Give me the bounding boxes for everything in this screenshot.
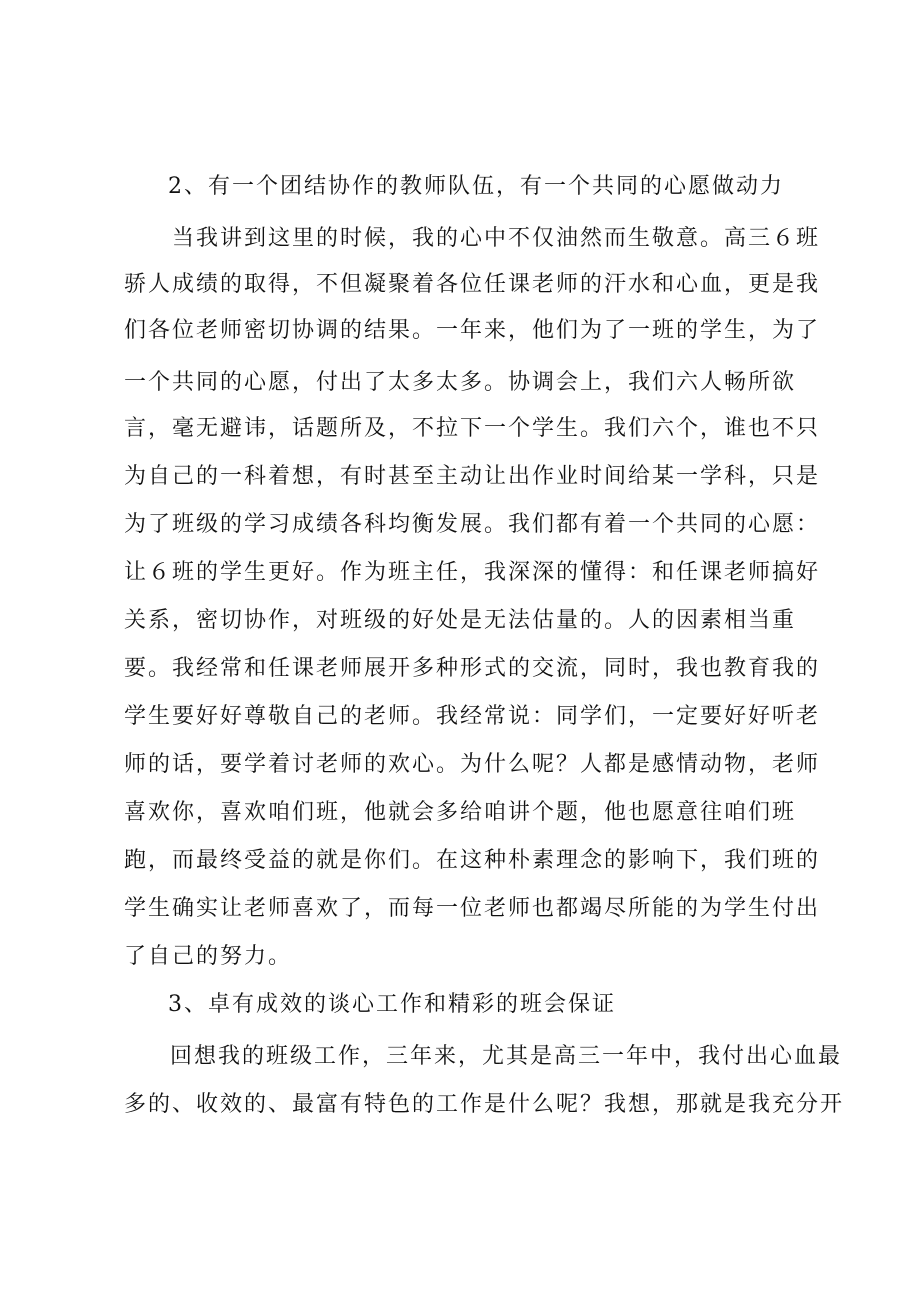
paragraph-line: 师的话，要学着讨老师的欢心。为什么呢？人都是感情动物，老师 — [124, 752, 821, 777]
paragraph-line: 跑，而最终受益的就是你们。在这种朴素理念的影响下，我们班的 — [124, 848, 821, 873]
paragraph-line: 当我讲到这里的时候，我的心中不仅油然而生敬意。高三６班 — [172, 226, 821, 251]
paragraph-line: 让６班的学生更好。作为班主任，我深深的懂得：和任课老师搞好 — [124, 560, 821, 585]
section-heading-3: 3、卓有成效的谈心工作和精彩的班会保证 — [168, 992, 616, 1017]
paragraph-line: 骄人成绩的取得，不但凝聚着各位任课老师的汗水和心血，更是我 — [124, 272, 821, 297]
paragraph-line: 回想我的班级工作，三年来，尤其是高三一年中，我付出心血最 — [170, 1044, 843, 1069]
paragraph-line: 言，毫无避讳，话题所及，不拉下一个学生。我们六个，谁也不只 — [124, 416, 821, 441]
paragraph-line: 要。我经常和任课老师展开多种形式的交流，同时，我也教育我的 — [124, 656, 821, 681]
paragraph-line: 关系，密切协作，对班级的好处是无法估量的。人的因素相当重 — [124, 608, 797, 633]
paragraph-line: 们各位老师密切协调的结果。一年来，他们为了一班的学生，为了 — [124, 318, 821, 343]
paragraph-line: 多的、收效的、最富有特色的工作是什么呢？我想，那就是我充分开 — [124, 1092, 845, 1117]
paragraph-line: 为自己的一科着想，有时甚至主动让出作业时间给某一学科，只是 — [124, 464, 821, 489]
paragraph-line: 一个共同的心愿，付出了太多太多。协调会上，我们六人畅所欲 — [124, 370, 797, 395]
paragraph-line: 了自己的努力。 — [124, 944, 293, 969]
paragraph-line: 学生要好好尊敬自己的老师。我经常说：同学们，一定要好好听老 — [124, 704, 821, 729]
paragraph-line: 喜欢你，喜欢咱们班，他就会多给咱讲个题，他也愿意往咱们班 — [124, 800, 797, 825]
paragraph-line: 学生确实让老师喜欢了，而每一位老师也都竭尽所能的为学生付出 — [124, 896, 821, 921]
paragraph-line: 为了班级的学习成绩各科均衡发展。我们都有着一个共同的心愿： — [124, 512, 821, 537]
section-heading-2: 2、有一个团结协作的教师队伍，有一个共同的心愿做动力 — [168, 174, 784, 199]
